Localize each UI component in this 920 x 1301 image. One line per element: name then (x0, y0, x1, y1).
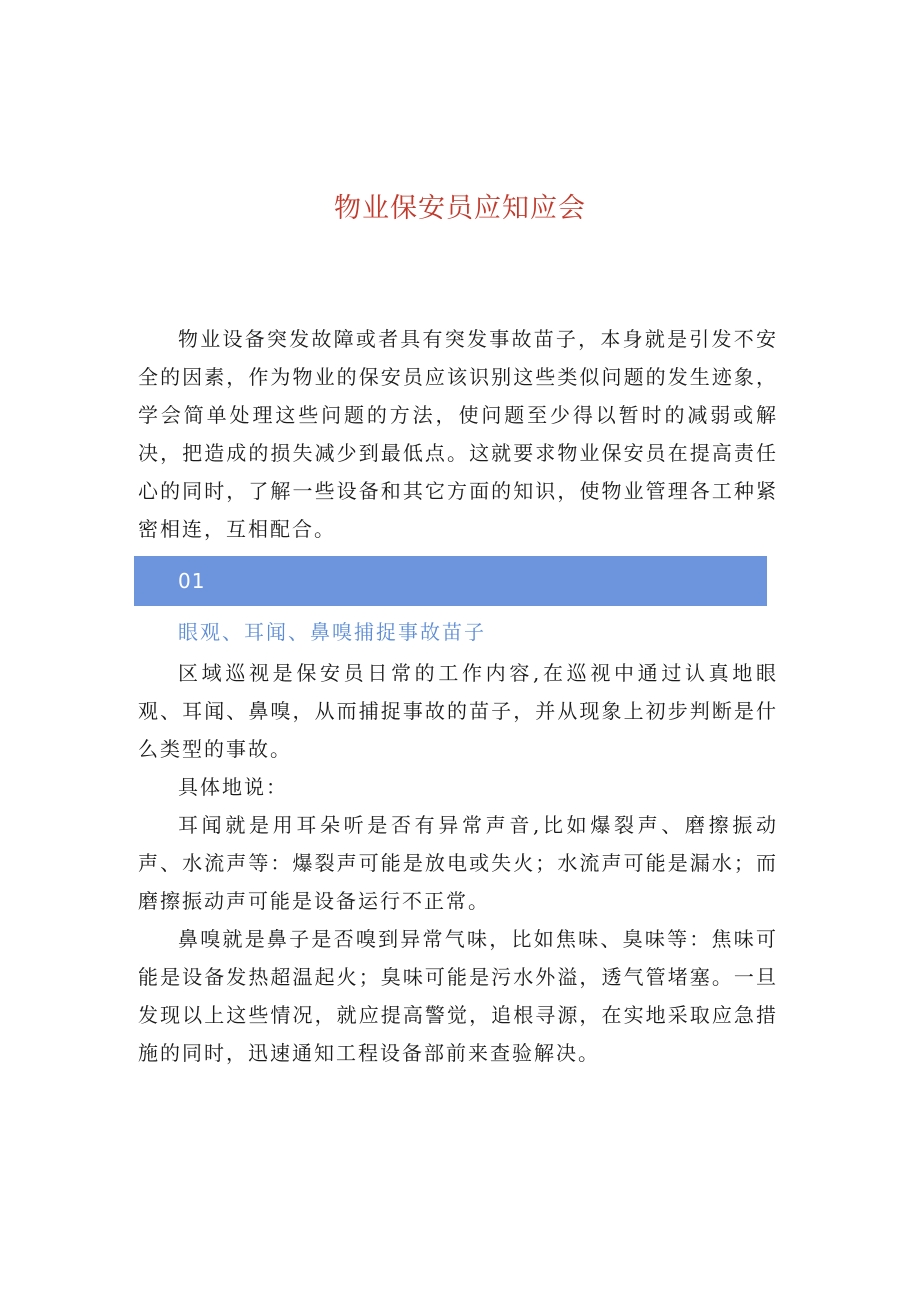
section-paragraph: 具体地说： (178, 775, 288, 799)
intro-paragraph: 物业设备突发故障或者具有突发事故苗子，本身就是引发不安全的因素，作为物业的保安员应该识别这些类似问题的发生迹象，学会简单处理这些问题的方法，使问题至少得以暂时的减弱或解决，把造成的损失减少到最低点。这就要求物业保安员在提高责任心的同时，了解一些设备和其它方面的知识，使物业管理各工种紧密相连，互相配合。 (138, 327, 778, 541)
section-paragraph: 鼻嗅就是鼻子是否嗅到异常气味，比如焦味、臭味等：焦味可能是设备发热超温起火；臭味可能是污水外溢，透气管堵塞。一旦发现以上这些情况，就应提高警觉，追根寻源，在实地采取应急措施的同时，迅速通知工程设备部前来查验解决。 (138, 927, 778, 1065)
section-number: 01 (178, 569, 206, 593)
section-paragraph: 区域巡视是保安员日常的工作内容,在巡视中通过认真地眼观、耳闻、鼻嗅，从而捕捉事故的苗子，并从现象上初步判断是什么类型的事故。 (138, 661, 778, 761)
section-paragraph: 耳闻就是用耳朵听是否有异常声音,比如爆裂声、磨擦振动声、水流声等：爆裂声可能是放电或失火；水流声可能是漏水；而磨擦振动声可能是设备运行不正常。 (138, 813, 778, 913)
document-title: 物业保安员应知应会 (334, 193, 586, 224)
section-heading: 眼观、耳闻、鼻嗅捕捉事故苗子 (178, 620, 486, 644)
document-body (138, 320, 778, 1072)
section-banner (134, 556, 767, 606)
